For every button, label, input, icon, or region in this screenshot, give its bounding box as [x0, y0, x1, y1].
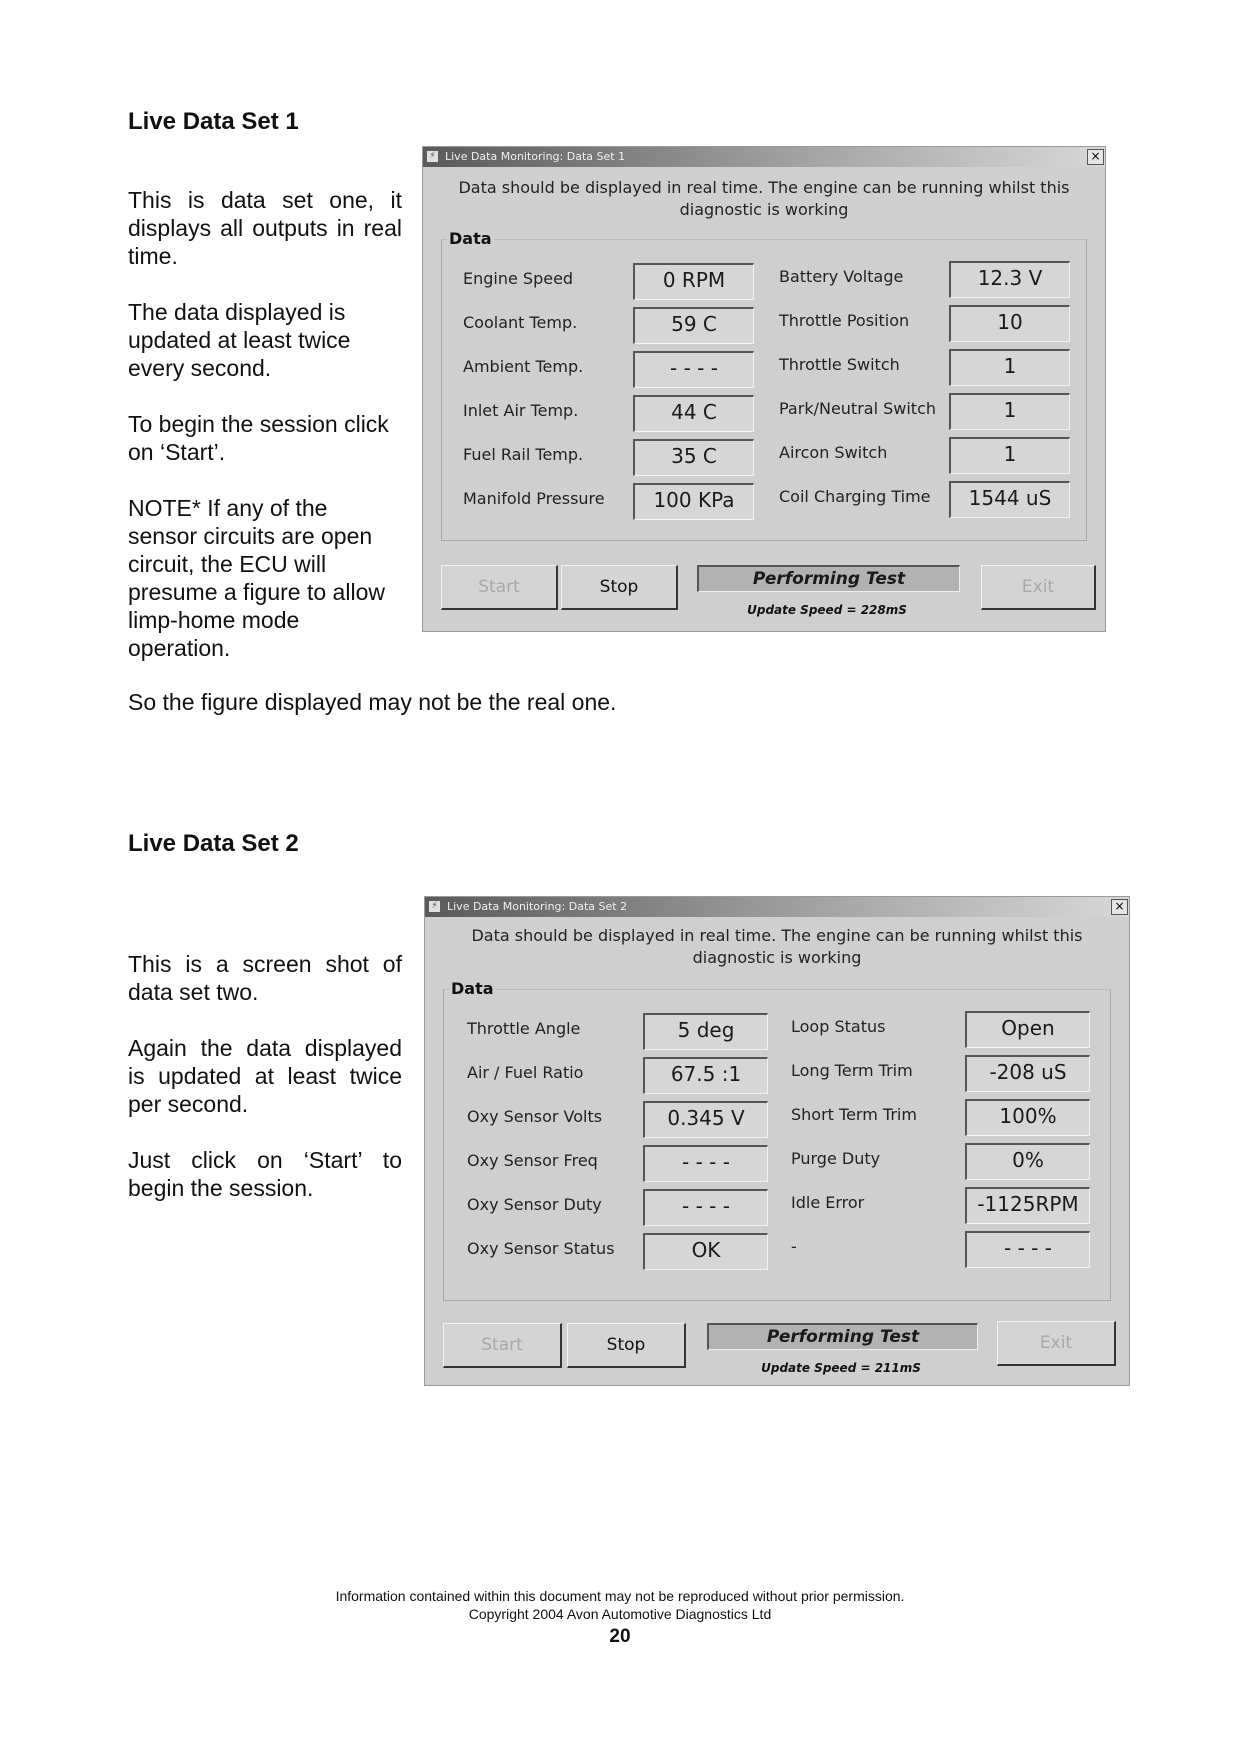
exit-button[interactable]: Exit: [981, 565, 1096, 610]
value-throttle-switch: 1: [949, 349, 1070, 386]
value-coil-charging-time: 1544 uS: [949, 481, 1070, 518]
value-unused: - - - -: [965, 1231, 1090, 1268]
value-oxy-sensor-freq: - - - -: [643, 1145, 768, 1182]
value-inlet-air-temp: 44 C: [633, 395, 754, 432]
page-number: 20: [609, 1626, 631, 1647]
label-loop-status: Loop Status: [791, 1017, 886, 1036]
label-purge-duty: Purge Duty: [791, 1149, 881, 1168]
label-long-term-trim: Long Term Trim: [791, 1061, 913, 1080]
value-aircon-switch: 1: [949, 437, 1070, 474]
close-icon[interactable]: ×: [1087, 149, 1104, 165]
value-purge-duty: 0%: [965, 1143, 1090, 1180]
label-manifold-pressure: Manifold Pressure: [463, 489, 605, 508]
stop-button[interactable]: Stop: [561, 565, 678, 610]
footer-notice: Information contained within this document may not be reproduced without prior permission.: [335, 1588, 905, 1604]
label-oxy-sensor-status: Oxy Sensor Status: [467, 1239, 615, 1258]
section1-paragraph-1: This is data set one, it displays all outputs in real time.: [128, 187, 402, 269]
app-icon: ⚡: [427, 151, 438, 162]
value-short-term-trim: 100%: [965, 1099, 1090, 1136]
value-oxy-sensor-volts: 0.345 V: [643, 1101, 768, 1138]
start-button[interactable]: Start: [443, 1323, 562, 1368]
value-ambient-temp: - - - -: [633, 351, 754, 388]
label-fuel-rail-temp: Fuel Rail Temp.: [463, 445, 584, 464]
label-idle-error: Idle Error: [791, 1193, 865, 1212]
label-air-fuel-ratio: Air / Fuel Ratio: [467, 1063, 584, 1082]
label-throttle-switch: Throttle Switch: [779, 355, 900, 374]
section2-paragraph-3: Just click on ‘Start’ to begin the session.: [128, 1147, 402, 1201]
value-battery-voltage: 12.3 V: [949, 261, 1070, 298]
section1-paragraph-3: To begin the session click on ‘Start’.: [128, 411, 389, 465]
label-engine-speed: Engine Speed: [463, 269, 574, 288]
update-speed: Update Speed = 211mS: [761, 1361, 921, 1375]
dialog-1-titlebar[interactable]: [423, 147, 1105, 167]
value-oxy-sensor-status: OK: [643, 1233, 768, 1270]
value-coolant-temp: 59 C: [633, 307, 754, 344]
start-button[interactable]: Start: [441, 565, 558, 610]
label-oxy-sensor-duty: Oxy Sensor Duty: [467, 1195, 602, 1214]
footer-copyright: Copyright 2004 Avon Automotive Diagnostics Ltd: [468, 1606, 772, 1622]
label-oxy-sensor-freq: Oxy Sensor Freq: [467, 1151, 598, 1170]
value-loop-status: Open: [965, 1011, 1090, 1048]
value-throttle-angle: 5 deg: [643, 1013, 768, 1050]
status-performing-test: Performing Test: [707, 1323, 978, 1350]
label-park-neutral-switch: Park/Neutral Switch: [779, 399, 937, 418]
section1-after-text: So the figure displayed may not be the real one.: [128, 689, 617, 715]
label-oxy-sensor-volts: Oxy Sensor Volts: [467, 1107, 603, 1126]
label-battery-voltage: Battery Voltage: [779, 267, 904, 286]
section2-heading: Live Data Set 2: [128, 830, 299, 857]
value-long-term-trim: -208 uS: [965, 1055, 1090, 1092]
value-oxy-sensor-duty: - - - -: [643, 1189, 768, 1226]
label-short-term-trim: Short Term Trim: [791, 1105, 917, 1124]
dialog-1-group-label: Data: [449, 229, 492, 248]
live-data-dialog-1: [422, 146, 1106, 632]
dialog-2-description-line2: diagnostic is working: [692, 948, 862, 967]
value-engine-speed: 0 RPM: [633, 263, 754, 300]
label-inlet-air-temp: Inlet Air Temp.: [463, 401, 579, 420]
section2-paragraph-2: Again the data displayed is updated at least twice per second.: [128, 1035, 402, 1117]
label-throttle-angle: Throttle Angle: [467, 1019, 581, 1038]
exit-button[interactable]: Exit: [997, 1321, 1116, 1366]
dialog-1-description-line2: diagnostic is working: [679, 200, 849, 219]
dialog-2-group-label: Data: [451, 979, 494, 998]
label-coolant-temp: Coolant Temp.: [463, 313, 578, 332]
app-icon: ⚡: [429, 901, 440, 912]
section1-paragraph-2: The data displayed is updated at least twice every second.: [128, 299, 351, 381]
value-park-neutral-switch: 1: [949, 393, 1070, 430]
live-data-dialog-2: [424, 896, 1130, 1386]
stop-button[interactable]: Stop: [567, 1323, 686, 1368]
label-ambient-temp: Ambient Temp.: [463, 357, 584, 376]
label-coil-charging-time: Coil Charging Time: [779, 487, 931, 506]
dialog-2-description-line1: Data should be displayed in real time. The engine can be running whilst this: [471, 926, 1083, 945]
close-icon[interactable]: ×: [1111, 899, 1128, 915]
update-speed: Update Speed = 228mS: [747, 603, 907, 617]
value-throttle-position: 10: [949, 305, 1070, 342]
status-performing-test: Performing Test: [697, 565, 960, 592]
value-manifold-pressure: 100 KPa: [633, 483, 754, 520]
section1-heading: Live Data Set 1: [128, 108, 299, 135]
dialog-1-title: Live Data Monitoring: Data Set 1: [445, 150, 626, 163]
label-throttle-position: Throttle Position: [779, 311, 910, 330]
dialog-2-titlebar[interactable]: [425, 897, 1129, 917]
value-idle-error: -1125RPM: [965, 1187, 1090, 1224]
value-air-fuel-ratio: 67.5 :1: [643, 1057, 768, 1094]
dialog-2-title: Live Data Monitoring: Data Set 2: [447, 900, 628, 913]
section1-note: NOTE* If any of the sensor circuits are open circuit, the ECU will presume a figure to allow limp-home mode operation.: [128, 495, 385, 661]
value-fuel-rail-temp: 35 C: [633, 439, 754, 476]
label-unused: -: [791, 1237, 797, 1256]
label-aircon-switch: Aircon Switch: [779, 443, 888, 462]
dialog-1-description-line1: Data should be displayed in real time. The engine can be running whilst this: [458, 178, 1070, 197]
section2-paragraph-1: This is a screen shot of data set two.: [128, 951, 402, 1005]
